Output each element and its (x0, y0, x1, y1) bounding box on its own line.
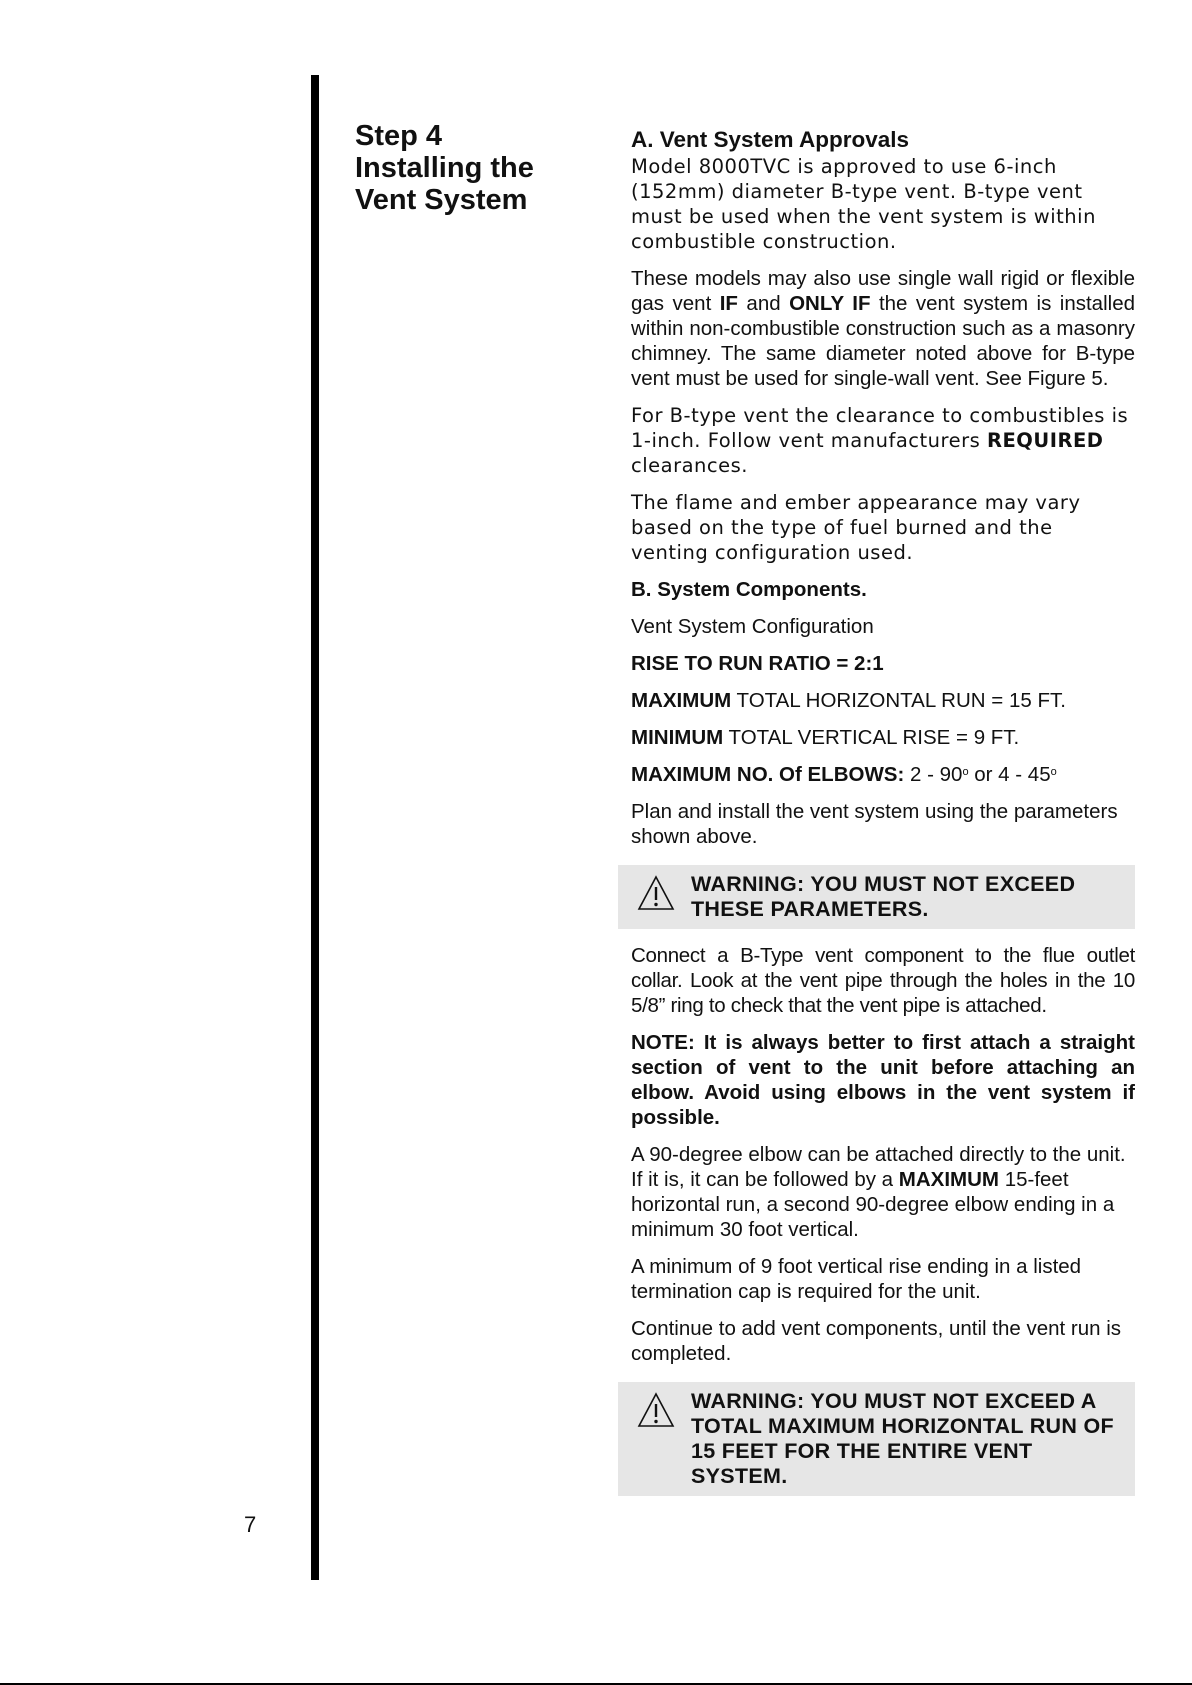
warning-triangle-icon (637, 1392, 675, 1428)
vertical-rule (311, 75, 319, 1580)
note-paragraph: NOTE: It is always better to first attach a straight section of vent to the unit before attaching an elbow. Avoid using elbows in the vent system if possible. (631, 1031, 1135, 1129)
elbow-paragraph: A 90-degree elbow can be attached directly to the unit. If it is, it can be followed by a MAXIMUM 15-feet horizontal run, a second 90-degree elbow ending in a minimum 30 foot vertical. (631, 1143, 1126, 1241)
section-b-heading: B. System Components. (631, 578, 867, 601)
max-run-line: MAXIMUM TOTAL HORIZONTAL RUN = 15 FT. (631, 689, 1066, 712)
step-heading-line-3: Vent System (355, 184, 528, 216)
config-label: Vent System Configuration (631, 615, 874, 638)
minimum-rise-paragraph: A minimum of 9 foot vertical rise ending in a listed termination cap is required for the unit. (631, 1255, 1082, 1303)
plan-paragraph: Plan and install the vent system using the parameters shown above. (631, 800, 1118, 848)
clearance-paragraph: For B-type vent the clearance to combustibles is 1-inch. Follow vent manufacturers REQUIRED clearances. (631, 404, 1129, 477)
flame-paragraph: The flame and ember appearance may vary based on the type of fuel burned and the venting configuration used. (631, 491, 1081, 564)
page-number: 7 (244, 1512, 257, 1537)
warning-text-parameters: WARNING: YOU MUST NOT EXCEED THESE PARAMETERS. (691, 872, 1076, 921)
step-heading-line-2: Installing the (355, 152, 534, 184)
warning-box-parameters (618, 865, 1135, 929)
warning-text-horizontal-run: WARNING: YOU MUST NOT EXCEED A TOTAL MAXIMUM HORIZONTAL RUN OF 15 FEET FOR THE ENTIRE VENT SYSTEM. (691, 1389, 1114, 1488)
single-wall-paragraph: These models may also use single wall rigid or flexible gas vent IF and ONLY IF the vent system is installed within non-combustible construction such as a masonry chimney. The same diameter noted above for B-type vent must be used for single-wall vent. See Figure 5. (631, 267, 1135, 390)
main-column (631, 127, 1135, 1510)
warning-box-horizontal-run (618, 1382, 1135, 1496)
connect-paragraph: Connect a B-Type vent component to the flue outlet collar. Look at the vent pipe through the holes in the 10 5/8” ring to check that the vent pipe is attached. (631, 944, 1135, 1017)
min-rise-line: MINIMUM TOTAL VERTICAL RISE = 9 FT. (631, 726, 1020, 749)
step-heading (355, 120, 534, 216)
continue-paragraph: Continue to add vent components, until the vent run is completed. (631, 1317, 1122, 1365)
ratio-line: RISE TO RUN RATIO = 2:1 (631, 652, 884, 675)
warning-triangle-icon (637, 875, 675, 911)
step-heading-line-1: Step 4 (355, 120, 443, 152)
elbows-line: MAXIMUM NO. Of ELBOWS: 2 - 90$^o$ or 4 - 45$^o$ (631, 763, 1057, 786)
section-a-heading: A. Vent System Approvals (631, 127, 910, 152)
approval-paragraph: Model 8000TVC is approved to use 6-inch (152mm) diameter B-type vent. B-type vent must be used when the vent system is within combustible construction. (631, 155, 1096, 253)
